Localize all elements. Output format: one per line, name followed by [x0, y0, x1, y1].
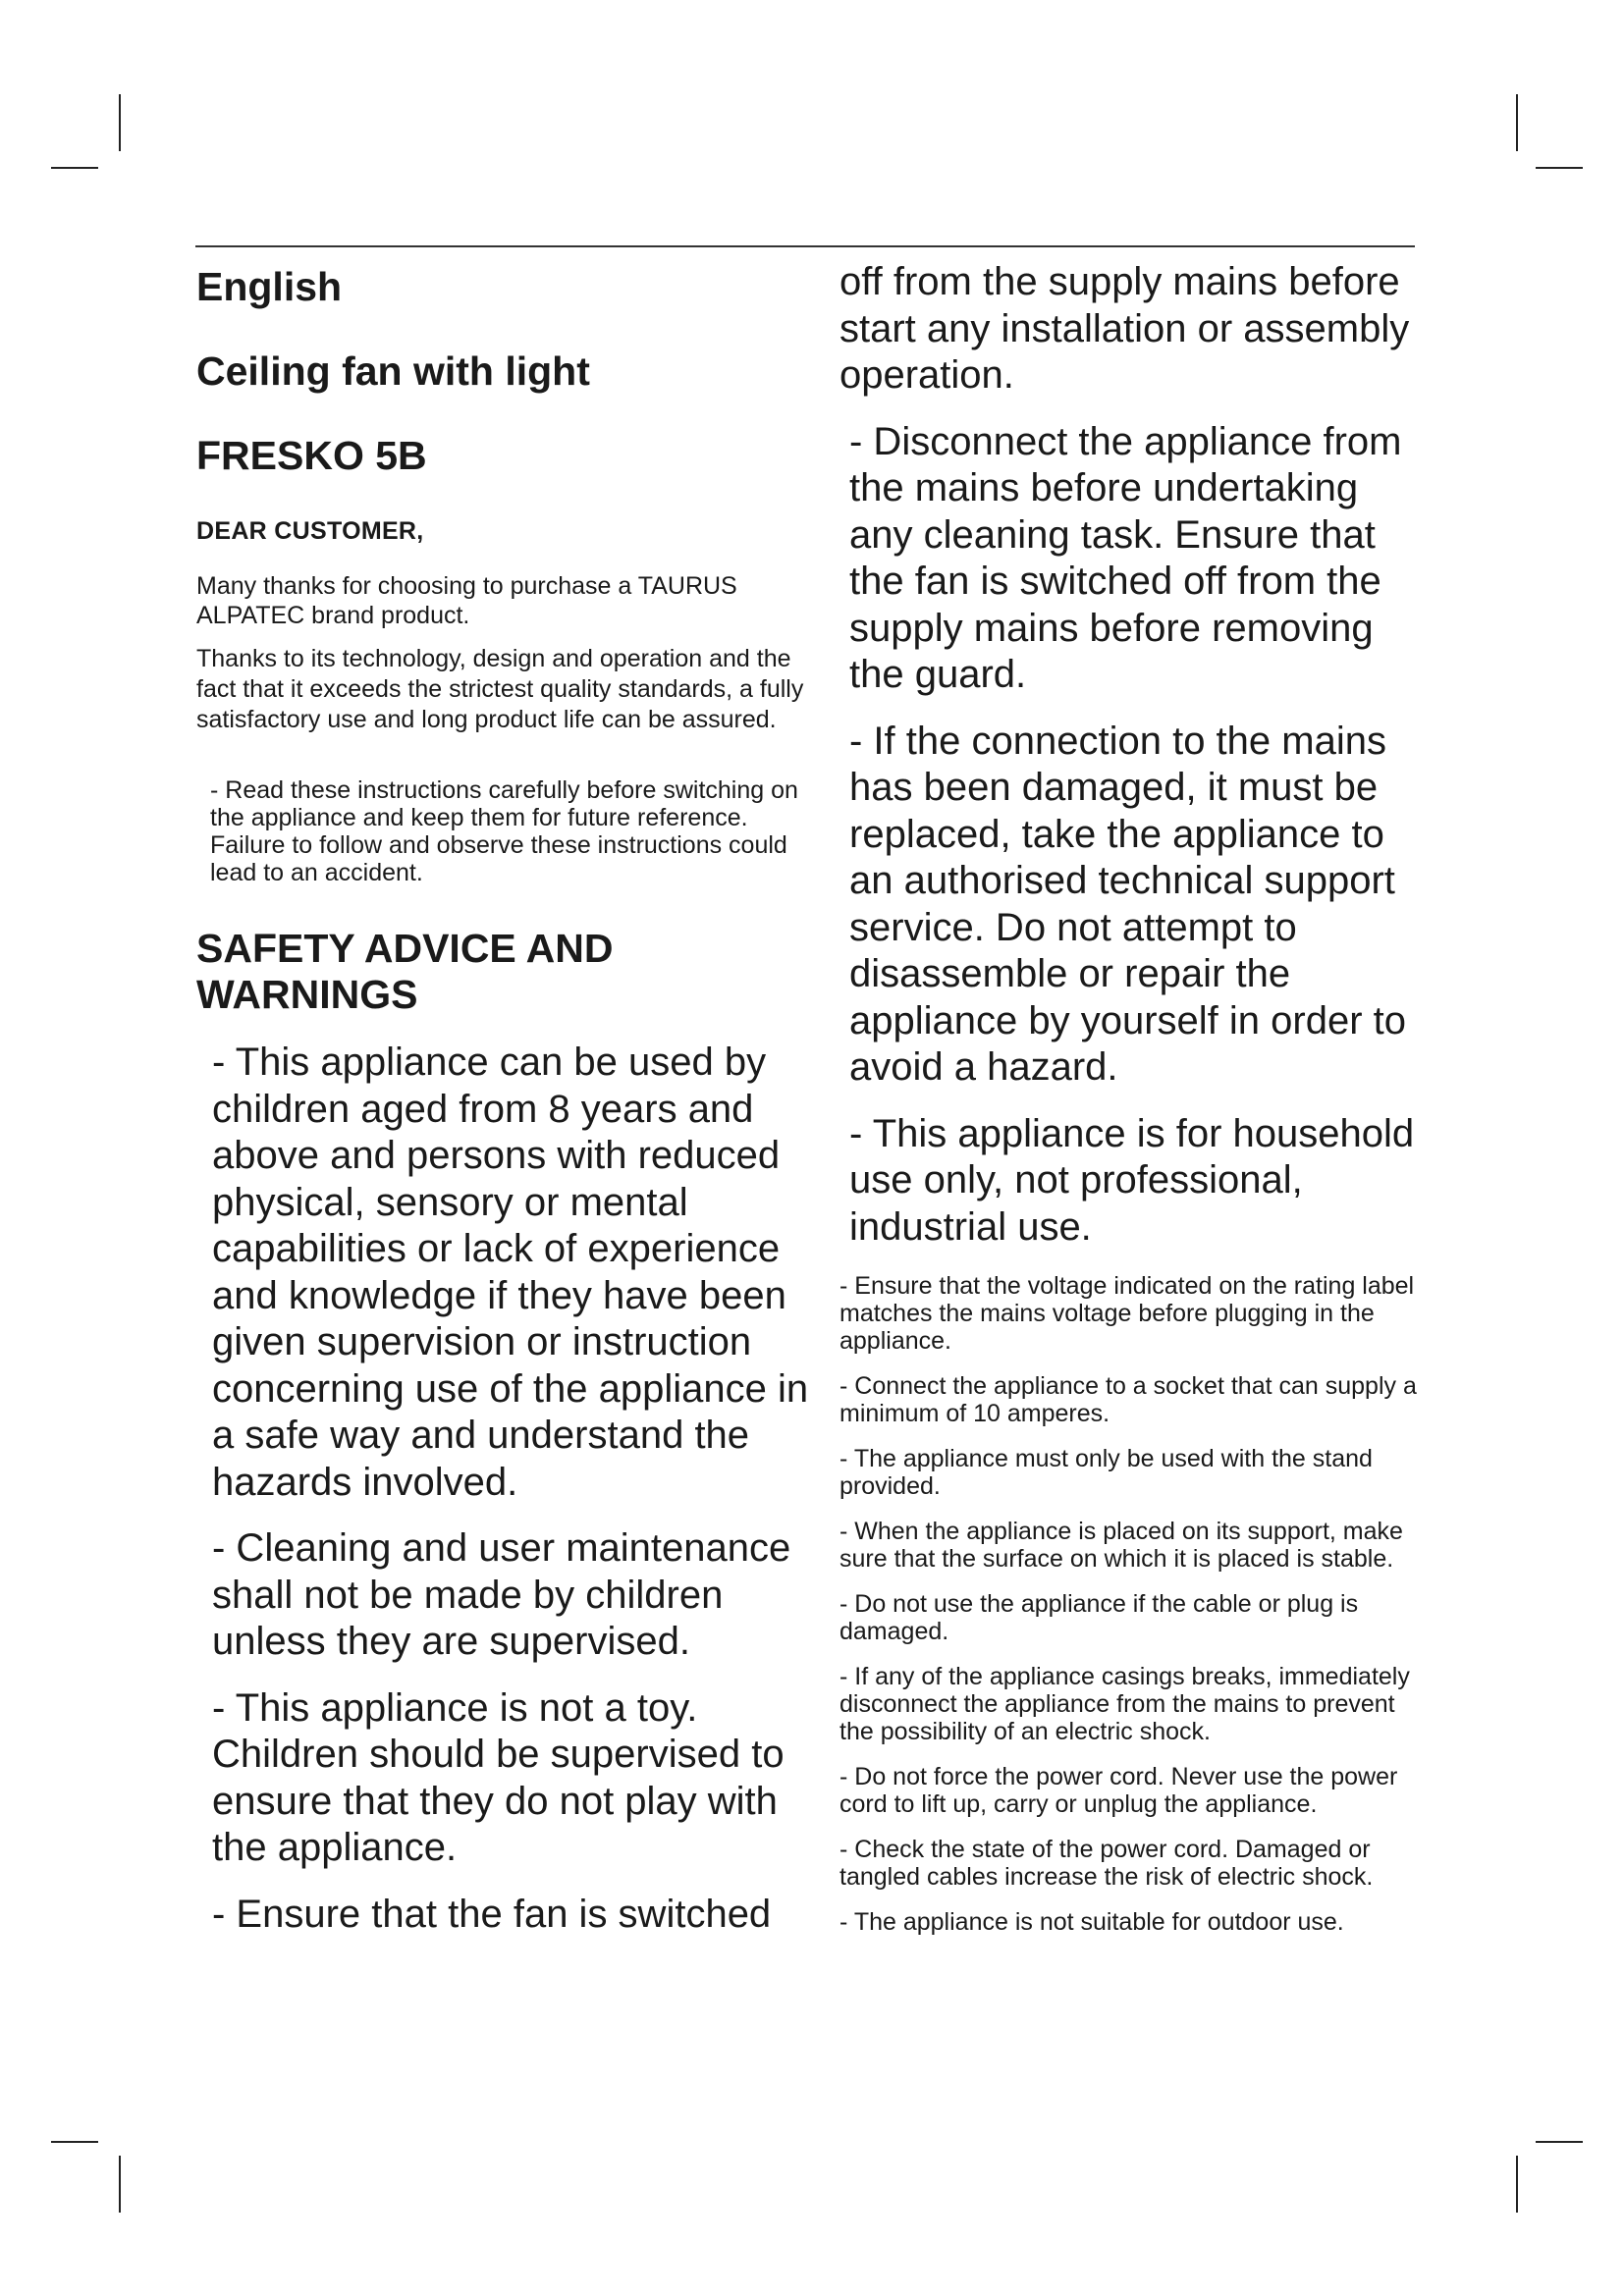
intro-thanks: Many thanks for choosing to purchase a TAURUS ALPATEC brand product. — [196, 572, 737, 629]
safety-item-stand: - The appliance must only be used with the stand provided. — [839, 1445, 1373, 1500]
safety-item-toy: - This appliance is not a toy. Children should be supervised to ensure that they do not play with the appliance. — [212, 1685, 785, 1869]
safety-item-outdoor: - The appliance is not suitable for outdoor use. — [839, 1908, 1344, 1936]
crop-mark-top-left-horizontal — [51, 167, 98, 169]
safety-item-power-cord-state: - Check the state of the power cord. Damaged or tangled cables increase the risk of electric shock. — [839, 1836, 1374, 1891]
model-heading: FRESKO 5B — [196, 433, 427, 478]
crop-mark-top-left-vertical — [119, 94, 121, 151]
product-type-heading: Ceiling fan with light — [196, 348, 590, 394]
safety-item-socket: - Connect the appliance to a socket that can supply a minimum of 10 amperes. — [839, 1372, 1417, 1427]
safety-item-power-cord-force: - Do not force the power cord. Never use the power cord to lift up, carry or unplug the appliance. — [839, 1763, 1398, 1818]
right-column — [839, 257, 1429, 1936]
header-rule — [195, 245, 1415, 247]
safety-item-damaged-cable: - Do not use the appliance if the cable or plug is damaged. — [839, 1590, 1359, 1645]
safety-item-damaged-connection: - If the connection to the mains has been damaged, it must be replaced, take the appliance to an authorised technical support service. Do not attempt to disassemble or repair the appliance by yourself in order to avoid a hazard. — [849, 719, 1406, 1089]
safety-item-children: - This appliance can be used by children aged from 8 years and above and persons with reduced physical, sensory or mental capabilities or lack of experience and knowledge if they have been given supervision or instruction concerning use of the appliance in a safe way and understand the hazards involved. — [212, 1041, 809, 1504]
safety-item-voltage: - Ensure that the voltage indicated on the rating label matches the mains voltage before plugging in the appliance. — [839, 1272, 1415, 1355]
crop-mark-bottom-left-vertical — [119, 2156, 121, 2213]
crop-mark-bottom-left-horizontal — [51, 2141, 98, 2143]
crop-mark-top-right-vertical — [1516, 94, 1518, 151]
greeting: DEAR CUSTOMER, — [196, 517, 424, 545]
crop-mark-bottom-right-horizontal — [1536, 2141, 1583, 2143]
crop-mark-top-right-horizontal — [1536, 167, 1583, 169]
language-heading: English — [196, 264, 343, 309]
safety-item-casing-breaks: - If any of the appliance casings breaks, immediately disconnect the appliance from the mains to prevent the possibility of an electric shock. — [839, 1663, 1410, 1745]
safety-item-disconnect: - Disconnect the appliance from the mains before undertaking any cleaning task. Ensure that the fan is switched off from the supply mains before removing the guard. — [849, 419, 1402, 696]
safety-item-support: - When the appliance is placed on its support, make sure that the surface on which it is placed is stable. — [839, 1518, 1403, 1573]
safety-item-switch-off-continued: off from the supply mains before start any installation or assembly operation. — [839, 260, 1410, 397]
crop-mark-bottom-right-vertical — [1516, 2156, 1518, 2213]
read-instructions-note: - Read these instructions carefully before switching on the appliance and keep them for future reference. Failure to follow and observe these instructions could lead to an accident. — [210, 776, 798, 886]
safety-item-household-use: - This appliance is for household use only, not professional, industrial use. — [849, 1111, 1415, 1249]
left-column — [196, 257, 825, 1938]
safety-item-switch-off-start: - Ensure that the fan is switched — [212, 1892, 772, 1936]
safety-item-cleaning: - Cleaning and user maintenance shall not be made by children unless they are supervised. — [212, 1526, 791, 1663]
intro-quality: Thanks to its technology, design and operation and the fact that it exceeds the strictest quality standards, a fully satisfactory use and long product life can be assured. — [196, 645, 804, 733]
safety-heading: SAFETY ADVICE AND WARNINGS — [196, 926, 614, 1017]
